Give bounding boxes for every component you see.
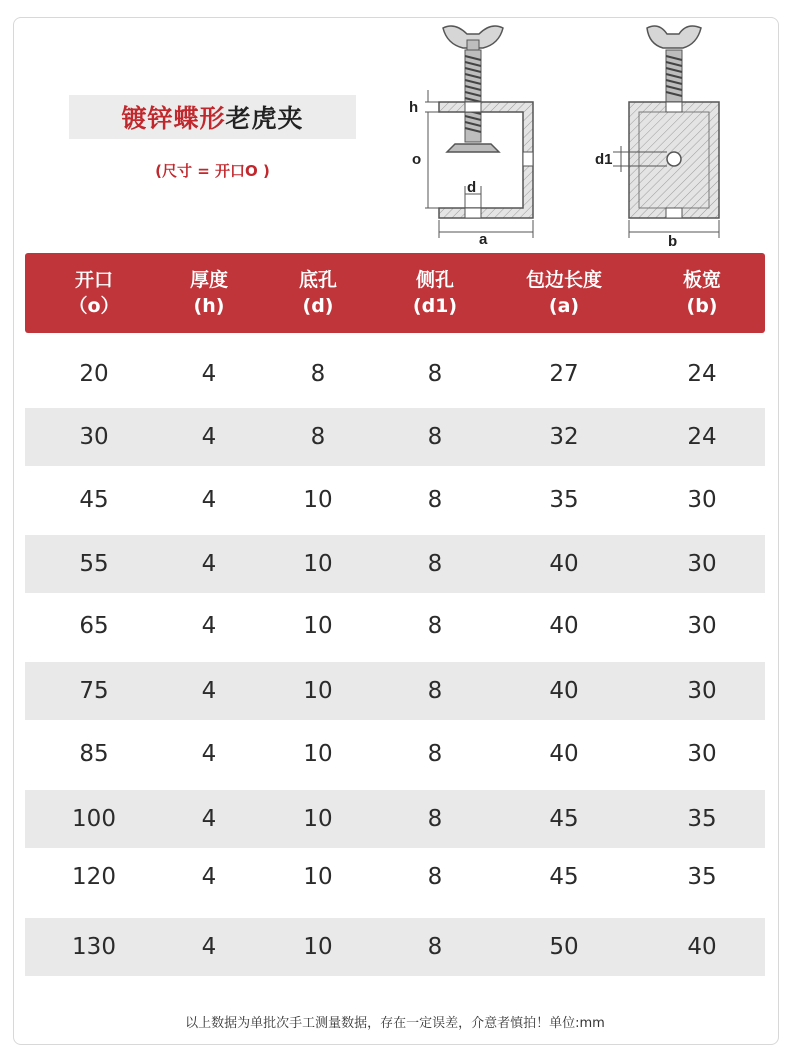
table-row: 130 4 10 8 50 40 [25,918,765,976]
clamp-diagram [395,20,735,252]
title-highlight: 镀锌蝶形 [121,104,226,133]
label-d: d [467,179,477,196]
table-row: 85 4 10 8 40 30 [79,741,717,767]
c-bracket-icon [439,102,533,218]
front-plate-icon [629,102,719,218]
measurement-disclaimer: 以上数据为单批次手工测量数据，存在一定误差，介意者慎拍！单位:mm [185,1016,605,1031]
screw-icon [447,50,499,152]
table-row: 45 4 10 8 35 30 [79,487,717,513]
table-row: 75 4 10 8 40 30 [25,662,765,720]
header-thickness: 厚度 (h) [189,269,228,317]
table-row: 120 4 10 8 45 35 [72,864,717,890]
label-o: o [412,151,422,168]
label-d1: d1 [595,151,613,168]
wing-nut-icon [443,26,503,50]
header-bottom-hole: 底孔 (d) [298,269,337,317]
label-b: b [668,233,678,250]
header-plate-width: 板宽 (b) [682,269,721,317]
header-opening: 开口 （o） [68,269,120,317]
table-row: 65 4 10 8 40 30 [79,613,717,639]
product-title [69,95,356,139]
table-row: 20 4 8 8 27 24 [79,361,717,387]
label-a: a [479,231,488,248]
title-rest: 老虎夹 [225,104,304,133]
header-side-hole: 侧孔 (d1) [412,269,458,317]
table-row: 30 4 8 8 32 24 [25,408,765,466]
size-note: (尺寸 = 开口O ) [155,162,270,180]
table-row: 100 4 10 8 45 35 [25,790,765,848]
front-wing-nut-icon [647,26,701,102]
label-h: h [409,99,419,116]
header-edge-length: 包边长度 (a) [525,269,602,317]
table-row: 55 4 10 8 40 30 [25,535,765,593]
table-header [25,253,765,333]
